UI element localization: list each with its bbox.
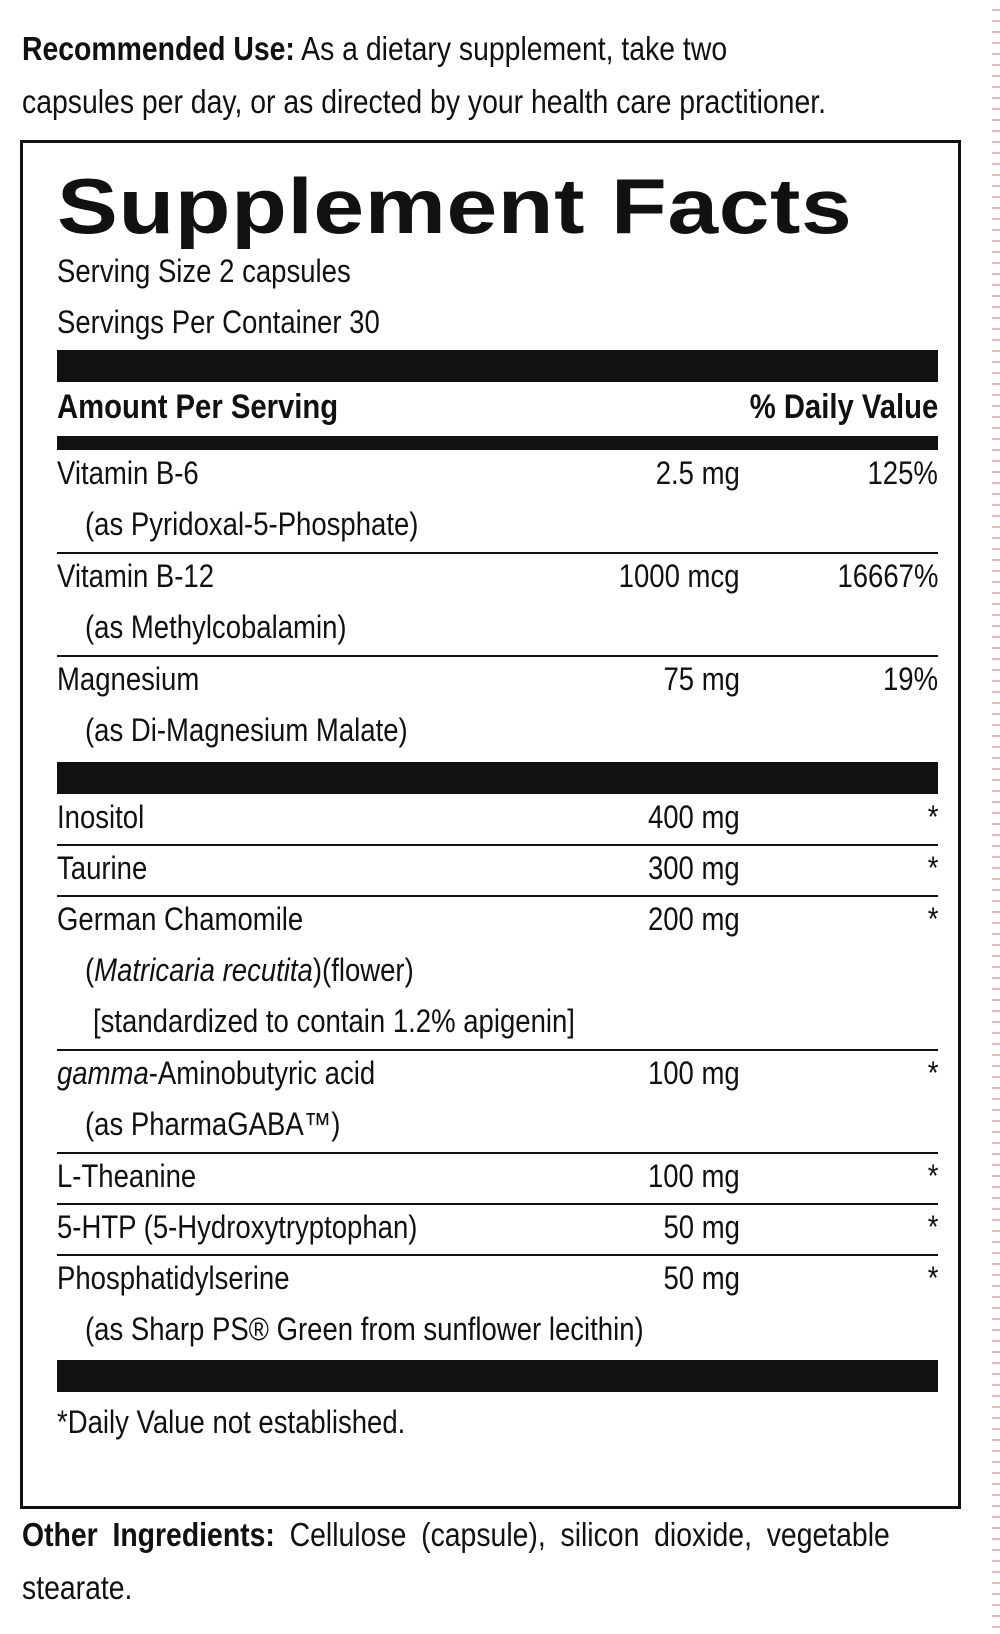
nutrient-name: Vitamin B-6 [57,455,199,491]
other-ingredients-text: Cellulose (capsule), silicon dioxide, vegetable stearate. [22,1516,890,1606]
nutrient-daily-value: 19% [882,661,938,697]
ingredient-source: (as Sharp PS® Green from sunflower lecithin) [85,1311,644,1347]
ingredient-amount: 100 mg [648,1158,740,1194]
ingredient-daily-value: * [927,1055,938,1091]
nutrient-row [57,447,938,551]
other-ingredients-label: Other Ingredients: [22,1516,275,1553]
thick-divider [57,350,938,382]
servings-per-container: Servings Per Container 30 [57,304,380,340]
ingredient-name: German Chamomile [57,901,304,937]
nutrient-daily-value: 125% [867,455,938,491]
ingredient-row [57,1150,938,1202]
recommended-use-label: Recommended Use: [22,30,295,67]
ingredient-daily-value: * [927,901,938,937]
recommended-use [22,22,846,128]
amount-per-serving-header: Amount Per Serving [57,388,339,426]
ingredient-source: (as PharmaGABA™) [85,1106,341,1142]
label-edge-decoration [992,0,1000,1634]
ingredient-name-italic: gamma [57,1055,149,1091]
ingredient-name: L-Theanine [57,1158,197,1194]
ingredient-amount: 200 mg [648,901,740,937]
serving-size: Serving Size 2 capsules [57,253,351,289]
ingredient-row [57,1201,938,1253]
ingredient-name: Inositol [57,799,145,835]
latin-name: Matricaria recutita [94,952,313,988]
ingredient-amount: 50 mg [663,1260,740,1296]
ingredient-row [57,842,938,894]
ingredient-name: 5-HTP (5-Hydroxytryptophan) [57,1209,418,1245]
ingredient-row [57,791,938,843]
recommended-use-text: As a dietary supplement, take two capsules per day, or as directed by your health care practitioner. [22,30,827,120]
ingredient-name [57,1047,375,1100]
thick-divider [57,762,938,794]
ingredient-row [57,1047,938,1151]
ingredient-name: Phosphatidylserine [57,1260,290,1296]
standardization-note: [standardized to contain 1.2% apigenin] [93,1003,575,1039]
nutrient-source: (as Pyridoxal-5-Phosphate) [85,506,419,542]
daily-value-footnote: *Daily Value not established. [57,1404,406,1440]
nutrient-daily-value: 16667% [837,558,938,594]
ingredient-daily-value: * [927,1158,938,1194]
ingredient-daily-value: * [927,1209,938,1245]
panel-title: Supplement Facts [57,162,853,250]
nutrient-row [57,550,938,654]
ingredient-row [57,1252,938,1356]
nutrient-row [57,653,938,757]
nutrient-name: Vitamin B-12 [57,558,215,594]
ingredient-row [57,893,938,1048]
plant-part: (flower) [322,952,414,988]
other-ingredients [22,1508,934,1614]
ingredient-amount: 400 mg [648,799,740,835]
ingredient-daily-value: * [927,850,938,886]
nutrient-amount: 75 mg [663,661,740,697]
supplement-facts-panel [20,140,961,1509]
ingredient-name-rest: -Aminobutyric acid [148,1055,376,1091]
ingredient-source: (Matricaria recutita)(flower) [85,952,414,988]
nutrient-amount: 2.5 mg [655,455,740,491]
nutrient-source: (as Methylcobalamin) [85,609,347,645]
ingredient-name: Taurine [57,850,148,886]
nutrient-source: (as Di-Magnesium Malate) [85,712,408,748]
ingredient-daily-value: * [927,799,938,835]
daily-value-header: % Daily Value [749,388,938,426]
ingredient-amount: 300 mg [648,850,740,886]
ingredient-amount: 100 mg [648,1055,740,1091]
ingredient-daily-value: * [927,1260,938,1296]
ingredient-amount: 50 mg [663,1209,740,1245]
thick-divider [57,1360,938,1392]
nutrient-name: Magnesium [57,661,200,697]
nutrient-amount: 1000 mcg [619,558,740,594]
